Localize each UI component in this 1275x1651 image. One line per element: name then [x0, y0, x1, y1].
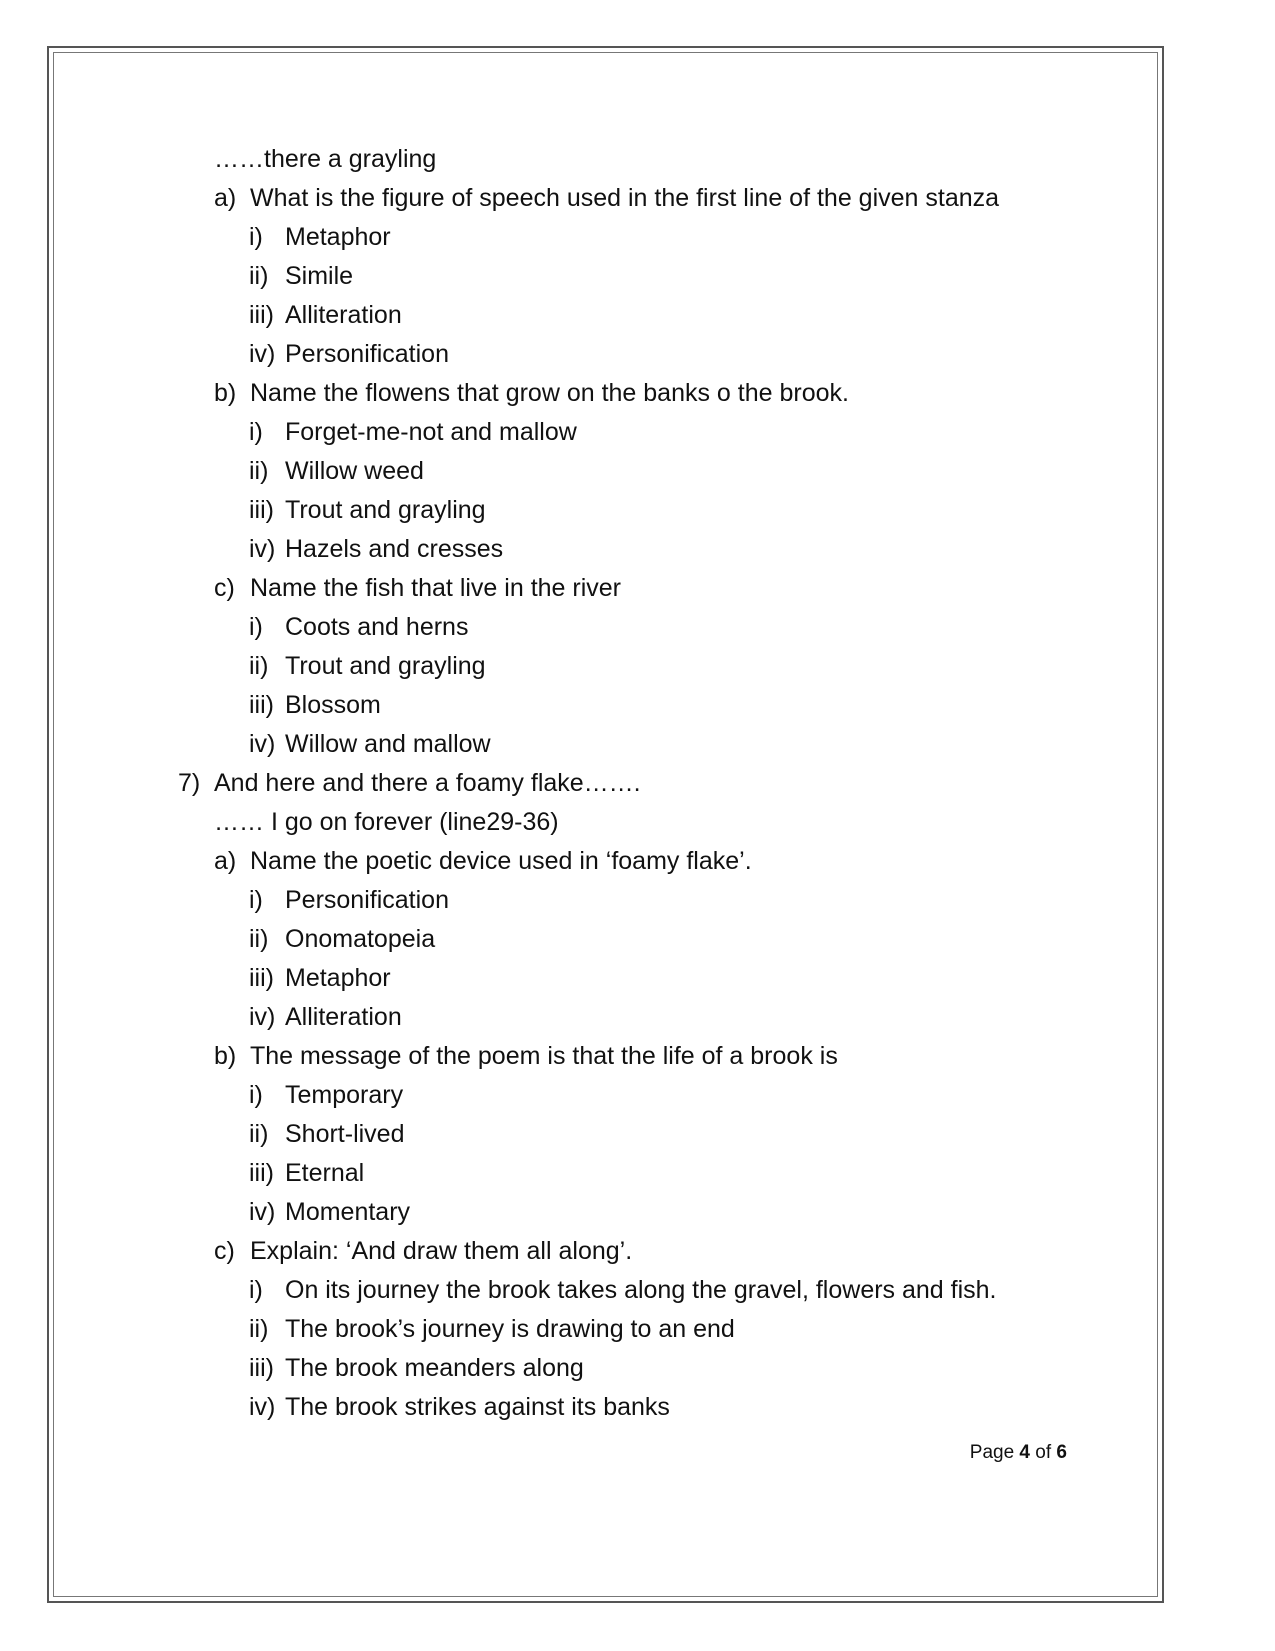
option-numeral: iv) [249, 340, 276, 368]
option-line [0, 296, 1275, 335]
option-text: Hazels and cresses [285, 535, 504, 563]
option-numeral: iii) [249, 964, 274, 992]
option-line [0, 647, 1275, 686]
option-text: Willow weed [285, 457, 424, 485]
option-line [0, 218, 1275, 257]
option-text: Willow and mallow [285, 730, 491, 758]
option-line [0, 1388, 1275, 1427]
option-text: Alliteration [285, 301, 402, 329]
question-7-line-1 [0, 764, 1275, 803]
option-numeral: i) [249, 1276, 263, 1304]
option-numeral: ii) [249, 925, 269, 953]
sub-question-letter: c) [214, 574, 235, 602]
option-numeral: ii) [249, 1120, 269, 1148]
option-numeral: i) [249, 223, 263, 251]
worksheet-content [0, 140, 1275, 1427]
option-line [0, 686, 1275, 725]
sub-question-text: Explain: ‘And draw them all along’. [250, 1237, 633, 1265]
option-line [0, 452, 1275, 491]
option-text: Eternal [285, 1159, 365, 1187]
option-line [0, 998, 1275, 1037]
option-text: Personification [285, 340, 449, 368]
sub-question-text: Name the flowens that grow on the banks o the brook. [250, 379, 849, 407]
option-text: Temporary [285, 1081, 404, 1109]
sub-question-text: The message of the poem is that the life of a brook is [250, 1042, 838, 1070]
question-7-subtext: …… I go on forever (line29-36) [214, 808, 559, 836]
option-line [0, 881, 1275, 920]
sub-question-line [0, 569, 1275, 608]
option-numeral: i) [249, 613, 263, 641]
option-line [0, 920, 1275, 959]
option-line [0, 1271, 1275, 1310]
option-line [0, 1193, 1275, 1232]
option-text: Short-lived [285, 1120, 405, 1148]
option-text: Metaphor [285, 964, 391, 992]
option-numeral: ii) [249, 652, 269, 680]
option-numeral: ii) [249, 1315, 269, 1343]
option-line [0, 491, 1275, 530]
sub-question-letter: a) [214, 184, 237, 212]
option-numeral: i) [249, 886, 263, 914]
sub-question-line [0, 1232, 1275, 1271]
option-text: Coots and herns [285, 613, 469, 641]
of-label: of [1035, 1442, 1052, 1463]
option-line [0, 1349, 1275, 1388]
option-text: On its journey the brook takes along the gravel, flowers and fish. [285, 1276, 997, 1304]
option-line [0, 257, 1275, 296]
option-line [0, 1076, 1275, 1115]
question-7-block [0, 842, 1275, 1427]
sub-question-text: What is the figure of speech used in the first line of the given stanza [250, 184, 1000, 212]
option-numeral: ii) [249, 457, 269, 485]
option-numeral: iv) [249, 1003, 276, 1031]
option-text: Simile [285, 262, 354, 290]
option-numeral: i) [249, 1081, 263, 1109]
option-numeral: iii) [249, 691, 274, 719]
option-text: Momentary [285, 1198, 411, 1226]
page-label: Page [969, 1442, 1015, 1463]
option-text: The brook strikes against its banks [285, 1393, 670, 1421]
sub-question-text: Name the poetic device used in ‘foamy flake’. [250, 847, 752, 875]
option-numeral: iii) [249, 496, 274, 524]
sub-question-letter: a) [214, 847, 237, 875]
option-numeral: iv) [249, 730, 276, 758]
option-line [0, 1115, 1275, 1154]
sub-question-line [0, 179, 1275, 218]
option-line [0, 1154, 1275, 1193]
option-line [0, 608, 1275, 647]
question-number: 7) [178, 769, 201, 797]
sub-question-letter: c) [214, 1237, 235, 1265]
sub-question-line [0, 842, 1275, 881]
page-footer [970, 1442, 1067, 1464]
question-7-line-2 [0, 803, 1275, 842]
question-7-text: And here and there a foamy flake……. [214, 769, 641, 797]
option-text: The brook meanders along [285, 1354, 584, 1382]
option-text: Blossom [285, 691, 381, 719]
question-6-block [0, 179, 1275, 764]
lead-line-text: ……there a grayling [214, 145, 437, 173]
option-numeral: iv) [249, 1198, 276, 1226]
page-number: 4 [1019, 1442, 1030, 1463]
option-text: Personification [285, 886, 449, 914]
option-numeral: iii) [249, 301, 274, 329]
sub-question-text: Name the fish that live in the river [250, 574, 621, 602]
option-text: Metaphor [285, 223, 391, 251]
option-text: Trout and grayling [285, 496, 486, 524]
option-numeral: iii) [249, 1159, 274, 1187]
option-numeral: iv) [249, 535, 276, 563]
option-line [0, 959, 1275, 998]
option-line [0, 530, 1275, 569]
sub-question-line [0, 1037, 1275, 1076]
option-numeral: iii) [249, 1354, 274, 1382]
option-numeral: iv) [249, 1393, 276, 1421]
sub-question-letter: b) [214, 1042, 237, 1070]
option-text: The brook’s journey is drawing to an end [285, 1315, 735, 1343]
sub-question-letter: b) [214, 379, 237, 407]
option-text: Trout and grayling [285, 652, 486, 680]
option-text: Forget-me-not and mallow [285, 418, 577, 446]
sub-question-line [0, 374, 1275, 413]
option-numeral: ii) [249, 262, 269, 290]
option-numeral: i) [249, 418, 263, 446]
option-line [0, 335, 1275, 374]
option-line [0, 413, 1275, 452]
option-line [0, 1310, 1275, 1349]
lead-line [0, 140, 1275, 179]
option-line [0, 725, 1275, 764]
option-text: Alliteration [285, 1003, 402, 1031]
option-text: Onomatopeia [285, 925, 436, 953]
page-total: 6 [1056, 1442, 1067, 1463]
